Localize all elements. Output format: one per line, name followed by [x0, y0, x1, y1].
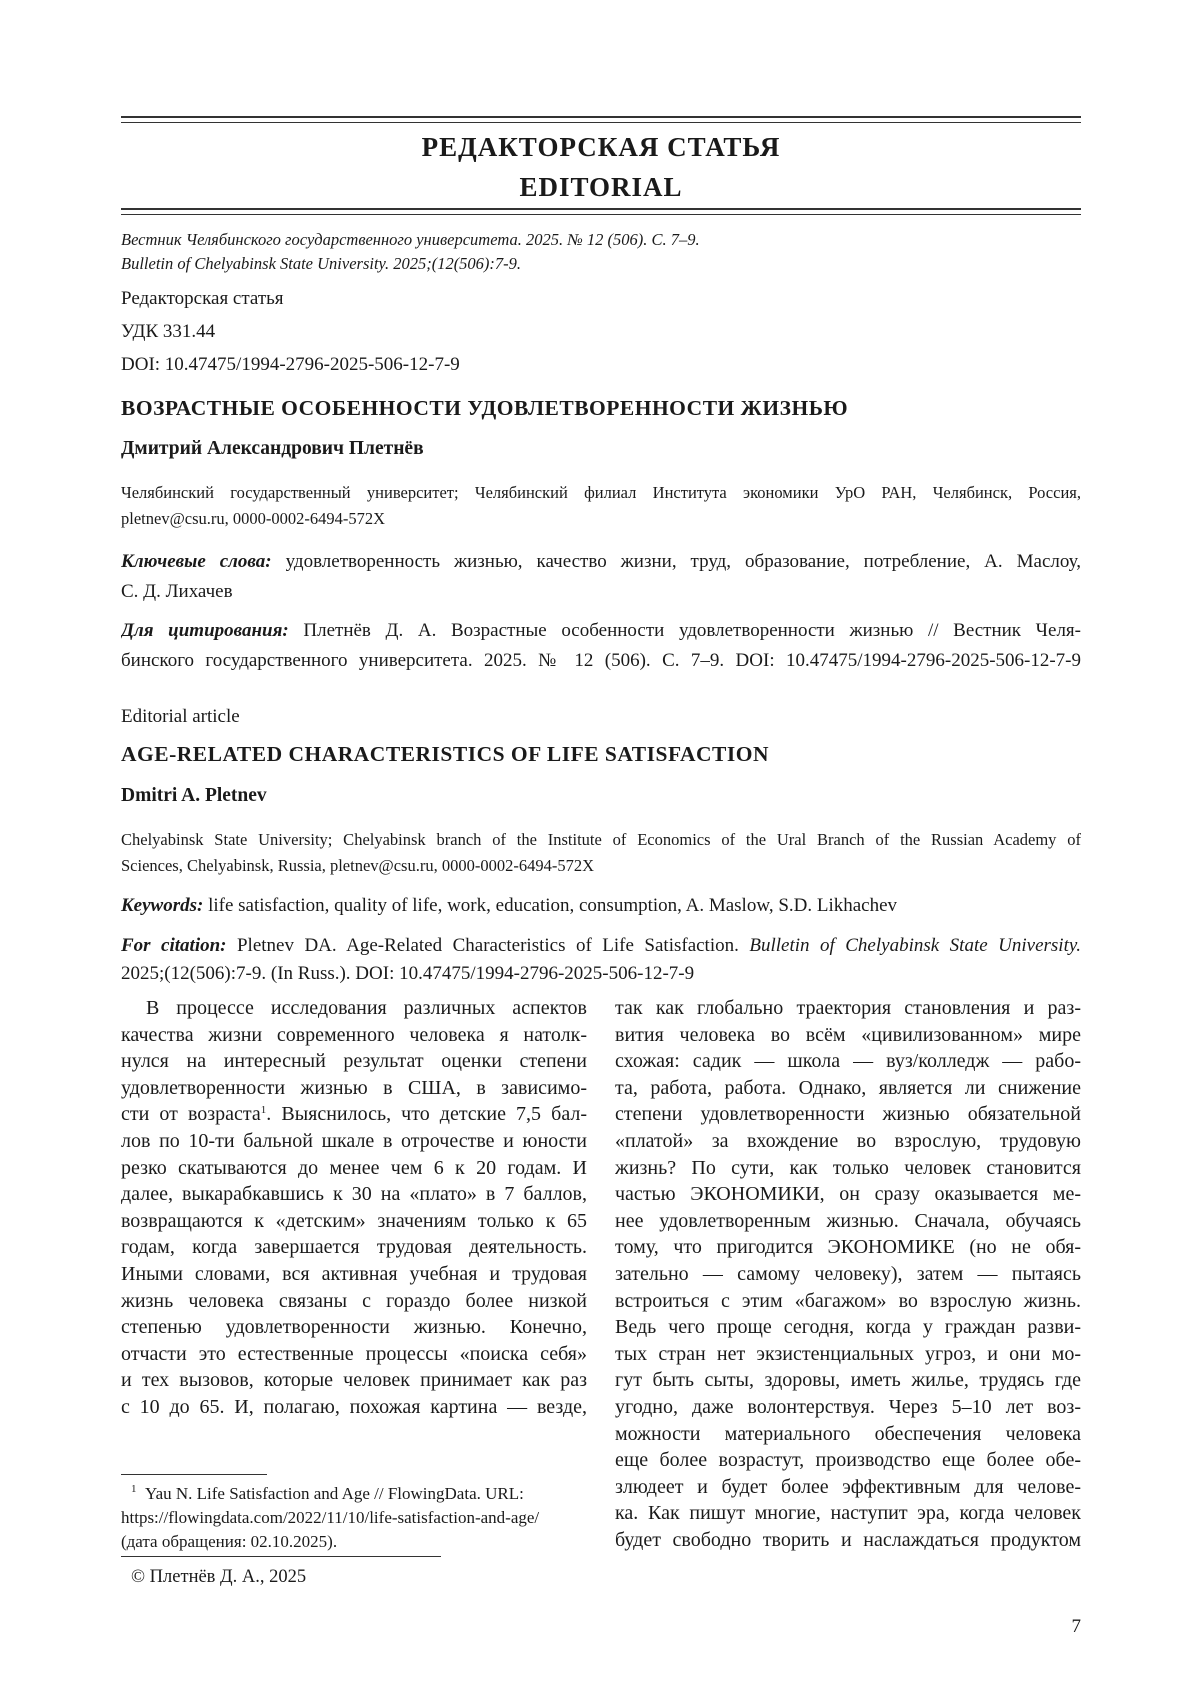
body-line: ка. Как пишут многие, наступит эра, когда человек: [615, 1502, 1081, 1525]
article-title-ru: ВОЗРАСТНЫЕ ОСОБЕННОСТИ УДОВЛЕТВОРЕННОСТИ ЖИЗНЬЮ: [121, 396, 849, 420]
affiliation-ru-line1: Челябинский государственный университет; Челябинский филиал Института экономики УрО РАН, Челябинск, Россия,: [121, 483, 1081, 502]
body-line: еще более возрастут, производство еще более обе-: [615, 1449, 1081, 1472]
keywords-ru-label: Ключевые слова:: [121, 551, 272, 572]
keywords-en-text: life satisfaction, quality of life, work, education, consumption, A. Maslow, S.D. Likhachev: [203, 895, 898, 916]
body-line: лов по 10-ти бальной шкале в отрочестве и юности: [121, 1129, 587, 1152]
section-title-en: EDITORIAL: [519, 172, 683, 202]
keywords-ru-line2: С. Д. Лихачев: [121, 581, 233, 602]
body-line: угодно, даже волонтерствуя. Через 5–10 лет воз-: [615, 1395, 1081, 1418]
citation-ru-label: Для цитирования:: [121, 620, 289, 641]
body-line: зательно — самому человеку), затем — пытаясь: [615, 1262, 1081, 1285]
body-column-right: [615, 995, 1081, 1553]
journal-ref-en: Bulletin of Chelyabinsk State University. 2025;(12(506):7-9.: [121, 254, 522, 273]
body-line: степенью удовлетворенности жизнью. Конечно,: [121, 1316, 587, 1339]
body-line: схожая: садик — школа — вуз/колледж — рабо-: [615, 1050, 1081, 1073]
citation-en-label: For citation:: [121, 935, 227, 956]
affiliation-en-line2: Sciences, Chelyabinsk, Russia, pletnev@csu.ru, 0000-0002-6494-572X: [121, 856, 594, 875]
bottom-rule-thick: [121, 208, 1081, 210]
keywords-ru: [121, 551, 1081, 611]
citation-ru: [121, 620, 1081, 680]
body-text: бал-: [551, 1103, 587, 1126]
author-en: Dmitri A. Pletnev: [121, 785, 267, 806]
footnote-line3: (дата обращения: 02.10.2025).: [121, 1532, 338, 1551]
citation-en-text: Pletnev DA. Age-Related Characteristics of Life Satisfaction.: [226, 935, 750, 956]
footnote-url[interactable]: https://flowingdata.com/2022/11/10/life-satisfaction-and-age/: [121, 1508, 540, 1527]
body-line: степени удовлетворенности жизнью обязательной: [615, 1103, 1081, 1126]
copyright: © Плетнёв Д. А., 2025: [131, 1567, 307, 1587]
body-line: жизнь человека связаны с гораздо более низкой: [121, 1289, 587, 1312]
body-line: далее, выкарабкавшись к 30 на «плато» в 7 баллов,: [121, 1183, 587, 1206]
body-line: годам, когда завершается трудовая деятельность.: [121, 1236, 587, 1259]
body-line: отчасти это естественные процессы «поиска себя»: [121, 1342, 587, 1365]
copyright-rule: [121, 1556, 441, 1557]
body-line: злюдеет и будет более эффективным для челове-: [615, 1475, 1081, 1498]
body-line: [121, 1101, 587, 1128]
body-line: качества жизни современного человека я натолк-: [121, 1023, 587, 1046]
citation-en-journal: Bulletin of Chelyabinsk State University.: [749, 935, 1081, 956]
keywords-ru-text: удовлетворенность жизнью, качество жизни, труд, образование, потребление, А. Маслоу,: [271, 551, 1081, 572]
page-number: 7: [1071, 1616, 1081, 1637]
body-line: удовлетворенности жизнью в США, в зависимо-: [121, 1076, 587, 1099]
footnote: [121, 1482, 587, 1554]
body-line: нее удовлетворенным жизнью. Сначала, обучаясь: [615, 1209, 1081, 1232]
body-line: тых стран нет экзистенциальных угроз, и они мо-: [615, 1342, 1081, 1365]
body-line: встроиться с этим «багажом» во взрослую жизнь.: [615, 1289, 1081, 1312]
article-title-en: AGE-RELATED CHARACTERISTICS OF LIFE SATISFACTION: [121, 742, 770, 766]
journal-page: [121, 0, 1081, 1697]
top-rule-thin: [121, 122, 1081, 123]
citation-ru-text: Плетнёв Д. А. Возрастные особенности удовлетворенности жизнью // Вестник Челя-: [288, 620, 1081, 641]
body-line: резко скатываются до менее чем 6 к 20 годам. И: [121, 1156, 587, 1179]
body-line: можности материального обеспечения человека: [615, 1422, 1081, 1445]
body-line: жизнь? По сути, как только человек становится: [615, 1156, 1081, 1179]
body-line: возвращаются к «детским» значениям только к 65: [121, 1209, 587, 1232]
affiliation-en: [121, 830, 1081, 882]
affiliation-en-line1: Chelyabinsk State University; Chelyabinsk branch of the Institute of Economics of the Ural Branch of the Russian Academy of: [121, 830, 1081, 849]
body-line: частью ЭКОНОМИКИ, он сразу оказывается ме-: [615, 1183, 1081, 1206]
body-line: Иными словами, вся активная учебная и трудовая: [121, 1262, 587, 1285]
citation-en-line2: 2025;(12(506):7-9. (In Russ.). DOI: 10.47475/1994-2796-2025-506-12-7-9: [121, 963, 695, 984]
footnote-rule: [121, 1474, 267, 1475]
body-line: с 10 до 65. И, полагаю, похожая картина — везде,: [121, 1395, 587, 1418]
body-line: В процессе исследования различных аспектов: [146, 997, 587, 1019]
body-text: . Выяснилось, что детские 7,5: [266, 1103, 552, 1126]
footnote-text: Yau N. Life Satisfaction and Age // FlowingData. URL:: [145, 1484, 524, 1503]
body-line: гут быть сыты, здоровы, иметь жилье, трудясь где: [615, 1369, 1081, 1392]
udk: УДК 331.44: [121, 321, 216, 342]
body-line: Ведь чего проще сегодня, когда у граждан разви-: [615, 1316, 1081, 1339]
body-line: «платой» за вхождение во взрослую, трудовую: [615, 1129, 1081, 1152]
top-rule-thick: [121, 116, 1081, 118]
citation-en: [121, 935, 1081, 991]
doi: DOI: 10.47475/1994-2796-2025-506-12-7-9: [121, 354, 460, 375]
journal-ref-ru: Вестник Челябинского государственного университета. 2025. № 12 (506). С. 7–9.: [121, 230, 700, 249]
footnote-number: 1: [131, 1483, 137, 1495]
body-line: и тех вызовов, которые человек принимает как раз: [121, 1369, 587, 1392]
body-line: нулся на интересный результат оценки степени: [121, 1050, 587, 1073]
keywords-en: [121, 895, 897, 917]
author-ru: Дмитрий Александрович Плетнёв: [121, 438, 424, 459]
body-text: сти от возраста: [121, 1103, 261, 1126]
affiliation-ru: [121, 483, 1081, 535]
affiliation-ru-line2: pletnev@csu.ru, 0000-0002-6494-572X: [121, 509, 386, 528]
body-line: будет свободно творить и наслаждаться продуктом: [615, 1528, 1081, 1551]
keywords-en-label: Keywords:: [121, 895, 204, 916]
body-line: та, работа, работа. Однако, является ли снижение: [615, 1076, 1081, 1099]
footnote-ref: 1: [260, 1104, 267, 1117]
article-type-ru: Редакторская статья: [121, 288, 284, 309]
body-line: так как глобально траектория становления и раз-: [615, 997, 1081, 1019]
article-type-en: Editorial article: [121, 706, 240, 727]
bottom-rule-thin: [121, 214, 1081, 215]
body-line: тому, что пригодится ЭКОНОМИКЕ (но не обя-: [615, 1236, 1081, 1259]
body-column-left: [121, 995, 587, 1421]
section-title-ru: РЕДАКТОРСКАЯ СТАТЬЯ: [421, 132, 781, 162]
body-line: вития человека во всём «цивилизованном» мире: [615, 1023, 1081, 1046]
footnote-line1: [121, 1482, 587, 1506]
citation-ru-line2: бинского государственного университета. 2025. № 12 (506). С. 7–9. DOI: 10.47475/1994-2796-2025-506-12-7-9: [121, 650, 1081, 671]
